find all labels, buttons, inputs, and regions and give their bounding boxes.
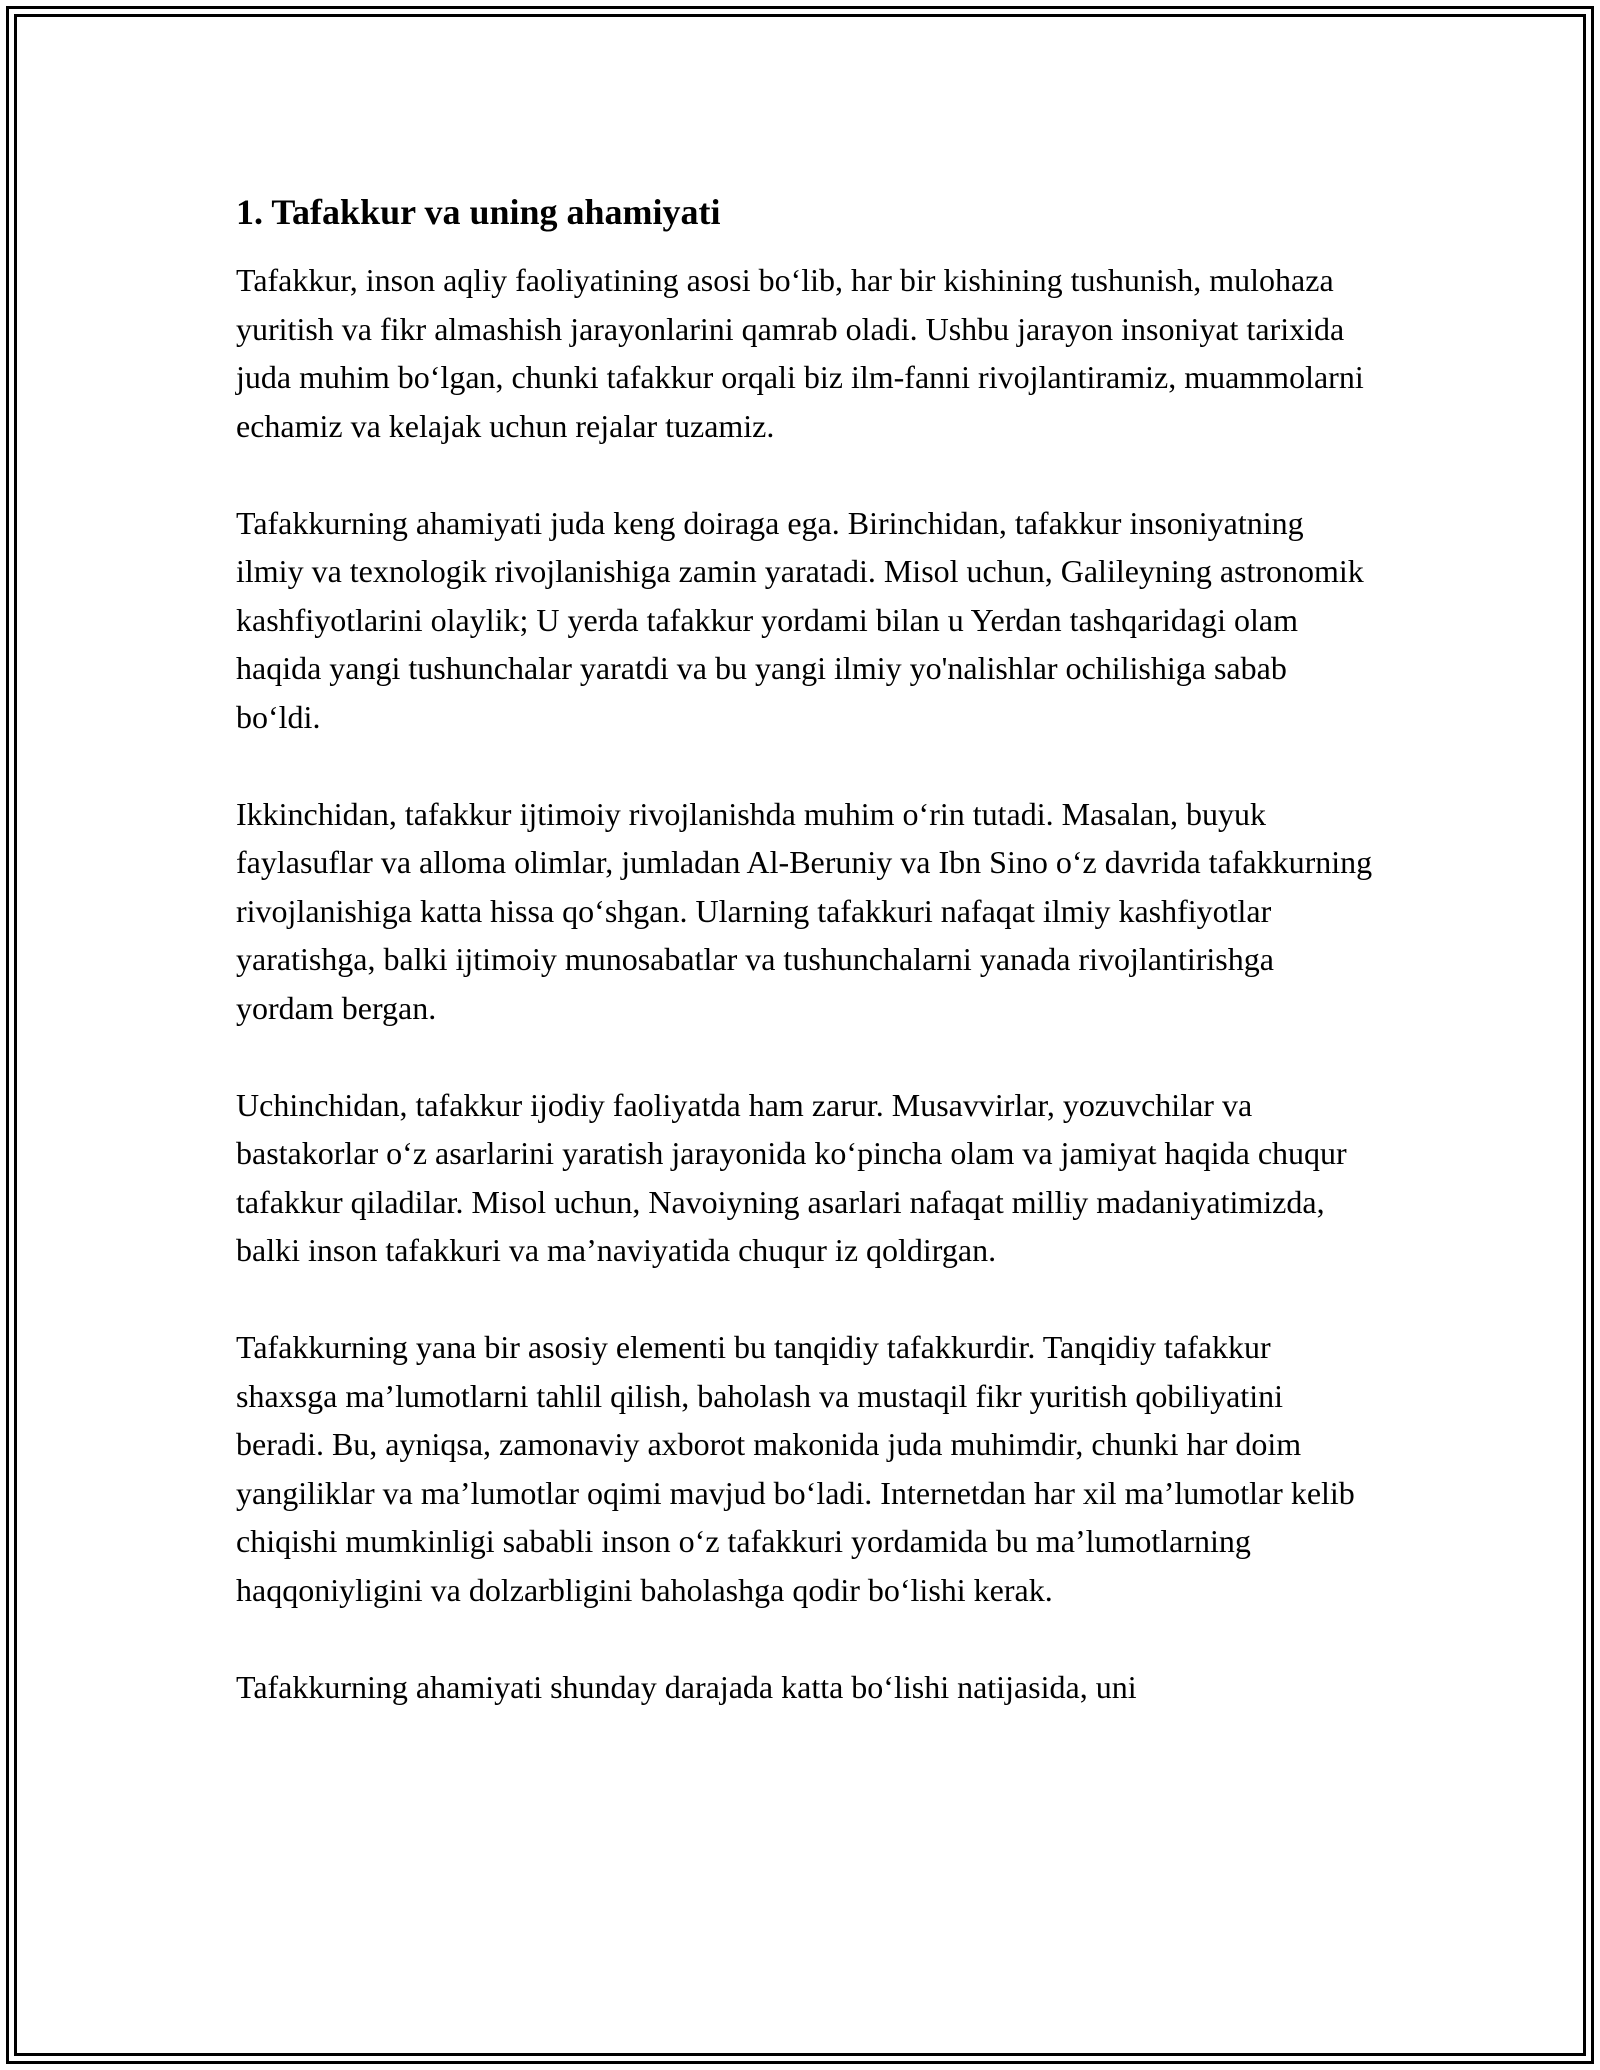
document-body <box>236 184 1376 1760</box>
paragraph-4: Uchinchidan, tafakkur ijodiy faoliyatda ham zarur. Musavvirlar, yozuvchilar va bastakorlar o‘z asarlarini yaratish jarayonida ko‘pincha olam va jamiyat haqida chuqur tafakkur qiladilar. Misol uchun, Navoiyning asarlari nafaqat milliy madaniyatimizda, balki inson tafakkuri va ma’naviyatida chuqur iz qoldirgan. <box>236 1086 1347 1268</box>
paragraph-1: Tafakkur, inson aqliy faoliyatining asosi bo‘lib, har bir kishining tushunish, mulohaza yuritish va fikr almashish jarayonlarini qamrab oladi. Ushbu jarayon insoniyat tarixida juda muhim bo‘lgan, chunki tafakkur orqali biz ilm-fanni rivojlantiramiz, muammolarni echamiz va kelajak uchun rejalar tuzamiz. <box>236 262 1364 444</box>
section-heading: 1. Tafakkur va uning ahamiyati <box>236 192 721 232</box>
paragraph-5: Tafakkurning yana bir asosiy elementi bu tanqidiy tafakkurdir. Tanqidiy tafakkur shaxsga ma’lumotlarni tahlil qilish, baholash va mustaqil fikr yuritish qobiliyatini beradi. Bu, ayniqsa, zamonaviy axborot makonida juda muhimdir, chunki har doim yangiliklar va ma’lumotlar oqimi mavjud bo‘ladi. Internetdan har xil ma’lumotlar kelib chiqishi mumkinligi sababli inson o‘z tafakkuri yordamida bu ma’lumotlarning haqqoniyligini va dolzarbligini baholashga qodir bo‘lishi kerak. <box>236 1329 1355 1608</box>
paragraph-3: Ikkinchidan, tafakkur ijtimoiy rivojlanishda muhim o‘rin tutadi. Masalan, buyuk faylasuflar va alloma olimlar, jumladan Al-Beruniy va Ibn Sino o‘z davrida tafakkurning rivojlanishiga katta hissa qo‘shgan. Ularning tafakkuri nafaqat ilmiy kashfiyotlar yaratishga, balki ijtimoiy munosabatlar va tushunchalarni yanada rivojlantirishga yordam bergan. <box>236 795 1373 1026</box>
paragraph-6: Tafakkurning ahamiyati shunday darajada katta bo‘lishi natijasida, uni <box>236 1668 1137 1705</box>
paragraph-2: Tafakkurning ahamiyati juda keng doiraga ega. Birinchidan, tafakkur insoniyatning ilmiy va texnologik rivojlanishiga zamin yaratadi. Misol uchun, Galileyning astronomik kashfiyotlarini olaylik; U yerda tafakkur yordami bilan u Yerdan tashqaridagi olam haqida yangi tushunchalar yaratdi va bu yangi ilmiy yo'nalishlar ochilishiga sabab bo‘ldi. <box>236 504 1364 735</box>
